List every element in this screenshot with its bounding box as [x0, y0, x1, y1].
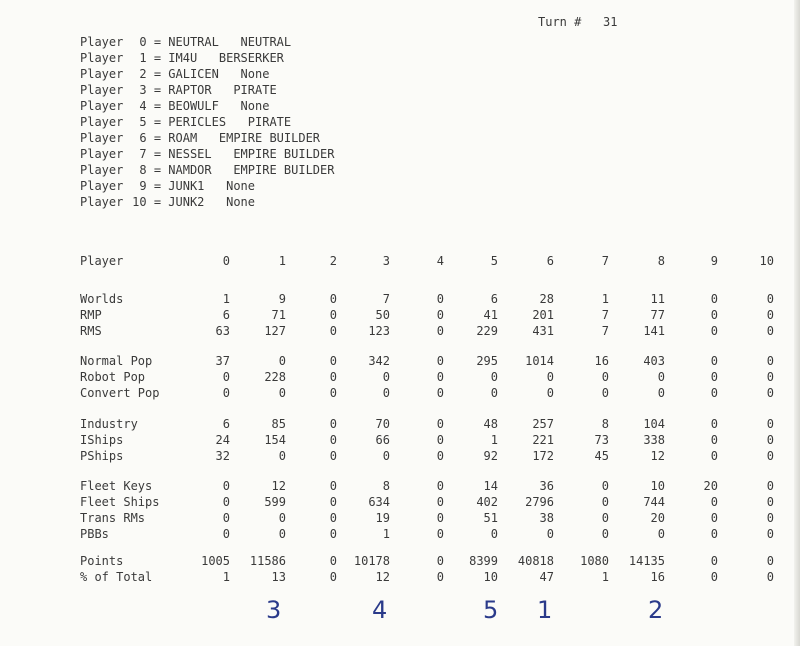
- table-cell: 14: [483, 479, 498, 493]
- table-cell: 0: [766, 511, 774, 525]
- player-name: NEUTRAL: [168, 35, 219, 49]
- player-line: Player 5 = PERICLES PIRATE: [80, 115, 292, 129]
- table-cell: 0: [329, 479, 337, 493]
- row-label: Robot Pop: [80, 370, 146, 384]
- table-row: [0, 386, 800, 402]
- table-cell: 7: [601, 324, 609, 338]
- table-cell: 2796: [525, 495, 554, 509]
- player-prefix: Player: [80, 67, 124, 81]
- player-number: 5: [139, 115, 147, 129]
- table-cell: 0: [222, 386, 230, 400]
- table-cell: 7: [382, 292, 390, 306]
- column-header: 9: [710, 254, 718, 268]
- table-cell: 228: [264, 370, 286, 384]
- player-name: NAMDOR: [168, 163, 212, 177]
- table-cell: 0: [710, 554, 718, 568]
- table-cell: 0: [329, 370, 337, 384]
- table-cell: 0: [278, 386, 286, 400]
- table-cell: 0: [710, 370, 718, 384]
- table-cell: 0: [766, 570, 774, 584]
- table-row: [0, 354, 800, 370]
- player-prefix: Player: [80, 131, 124, 145]
- table-cell: 0: [710, 324, 718, 338]
- table-cell: 12: [271, 479, 286, 493]
- table-cell: 0: [329, 386, 337, 400]
- table-cell: 431: [532, 324, 554, 338]
- table-cell: 744: [643, 495, 665, 509]
- table-row: [0, 292, 800, 308]
- table-cell: 0: [710, 449, 718, 463]
- player-number: 9: [139, 179, 147, 193]
- table-cell: 0: [766, 495, 774, 509]
- table-cell: 0: [278, 511, 286, 525]
- table-cell: 104: [643, 417, 665, 431]
- turn-number: 31: [603, 15, 618, 29]
- table-cell: 0: [766, 449, 774, 463]
- player-role: EMPIRE BUILDER: [233, 163, 335, 177]
- table-cell: 0: [601, 495, 609, 509]
- table-cell: 38: [539, 511, 554, 525]
- row-label: Points: [80, 554, 124, 568]
- table-cell: 13: [271, 570, 286, 584]
- player-number: 8: [139, 163, 147, 177]
- table-cell: 0: [436, 324, 444, 338]
- table-cell: 20: [703, 479, 718, 493]
- table-cell: 0: [546, 386, 554, 400]
- player-number: 0: [139, 35, 147, 49]
- table-row: [0, 324, 800, 340]
- table-cell: 0: [766, 386, 774, 400]
- player-name: ROAM: [168, 131, 198, 145]
- table-cell: 48: [483, 417, 498, 431]
- table-row: [0, 449, 800, 465]
- table-cell: 11: [650, 292, 665, 306]
- table-cell: 24: [215, 433, 230, 447]
- player-number: 7: [139, 147, 147, 161]
- player-role: EMPIRE BUILDER: [233, 147, 335, 161]
- table-cell: 0: [710, 433, 718, 447]
- column-header: 8: [657, 254, 665, 268]
- table-cell: 51: [483, 511, 498, 525]
- table-cell: 7: [601, 308, 609, 322]
- table-cell: 403: [643, 354, 665, 368]
- table-cell: 0: [766, 527, 774, 541]
- table-cell: 0: [329, 324, 337, 338]
- table-cell: 11586: [249, 554, 286, 568]
- table-cell: 1: [601, 570, 609, 584]
- player-prefix: Player: [80, 147, 124, 161]
- table-cell: 1: [382, 527, 390, 541]
- table-cell: 63: [215, 324, 230, 338]
- table-cell: 0: [382, 370, 390, 384]
- column-header: 6: [546, 254, 554, 268]
- table-cell: 16: [650, 570, 665, 584]
- table-cell: 295: [476, 354, 498, 368]
- row-label: Trans RMs: [80, 511, 146, 525]
- player-name: IM4U: [168, 51, 198, 65]
- player-number: 10: [132, 195, 147, 209]
- table-cell: 0: [601, 386, 609, 400]
- player-list: [80, 34, 334, 210]
- table-cell: 0: [329, 554, 337, 568]
- rank-mark: 5: [483, 596, 499, 624]
- player-name: GALICEN: [168, 67, 219, 81]
- table-cell: 0: [329, 495, 337, 509]
- table-cell: 0: [436, 308, 444, 322]
- column-header: 0: [222, 254, 230, 268]
- table-row: [0, 570, 800, 586]
- table-cell: 599: [264, 495, 286, 509]
- table-cell: 141: [643, 324, 665, 338]
- table-cell: 0: [278, 354, 286, 368]
- row-label: Fleet Ships: [80, 495, 160, 509]
- table-cell: 172: [532, 449, 554, 463]
- rank-mark: 4: [372, 596, 388, 624]
- table-cell: 0: [766, 433, 774, 447]
- row-label: PBBs: [80, 527, 109, 541]
- player-role: None: [240, 67, 270, 81]
- table-cell: 0: [710, 495, 718, 509]
- table-cell: 12: [650, 449, 665, 463]
- table-cell: 8: [382, 479, 390, 493]
- table-cell: 0: [329, 527, 337, 541]
- table-cell: 221: [532, 433, 554, 447]
- table-cell: 0: [436, 495, 444, 509]
- row-label: PShips: [80, 449, 124, 463]
- table-cell: 16: [594, 354, 609, 368]
- table-cell: 66: [375, 433, 390, 447]
- player-prefix: Player: [80, 99, 124, 113]
- header-label: Player: [80, 254, 124, 268]
- table-cell: 201: [532, 308, 554, 322]
- player-prefix: Player: [80, 195, 124, 209]
- table-cell: 32: [215, 449, 230, 463]
- player-prefix: Player: [80, 179, 124, 193]
- table-cell: 0: [601, 511, 609, 525]
- player-number: 6: [139, 131, 147, 145]
- column-header: 10: [759, 254, 774, 268]
- table-cell: 10178: [353, 554, 390, 568]
- table-cell: 0: [329, 292, 337, 306]
- table-cell: 0: [222, 527, 230, 541]
- player-line: Player 8 = NAMDOR EMPIRE BUILDER: [80, 163, 335, 177]
- table-cell: 1005: [201, 554, 230, 568]
- table-cell: 1: [222, 570, 230, 584]
- table-row: [0, 370, 800, 386]
- row-label: RMP: [80, 308, 102, 322]
- table-cell: 0: [766, 292, 774, 306]
- table-cell: 0: [222, 495, 230, 509]
- table-cell: 0: [436, 554, 444, 568]
- column-header: 4: [436, 254, 444, 268]
- table-cell: 0: [657, 386, 665, 400]
- table-cell: 0: [766, 479, 774, 493]
- player-name: BEOWULF: [168, 99, 219, 113]
- table-cell: 1014: [525, 354, 554, 368]
- table-cell: 0: [490, 370, 498, 384]
- table-cell: 634: [368, 495, 390, 509]
- player-role: NEUTRAL: [240, 35, 292, 49]
- table-cell: 9: [278, 292, 286, 306]
- row-label: IShips: [80, 433, 124, 447]
- player-role: PIRATE: [233, 83, 277, 97]
- player-role: EMPIRE BUILDER: [218, 131, 321, 145]
- table-cell: 257: [532, 417, 554, 431]
- player-name: JUNK1: [168, 179, 205, 193]
- table-cell: 0: [436, 433, 444, 447]
- table-cell: 0: [278, 527, 286, 541]
- table-cell: 1: [601, 292, 609, 306]
- player-line: Player 3 = RAPTOR PIRATE: [80, 83, 277, 97]
- table-row: [0, 527, 800, 543]
- table-cell: 0: [329, 433, 337, 447]
- table-row: [0, 495, 800, 511]
- table-cell: 50: [375, 308, 390, 322]
- player-line: Player 1 = IM4U BERSERKER: [80, 51, 284, 65]
- table-cell: 0: [436, 449, 444, 463]
- table-cell: 0: [710, 527, 718, 541]
- player-name: JUNK2: [168, 195, 205, 209]
- table-row: [0, 308, 800, 324]
- row-label: Convert Pop: [80, 386, 160, 400]
- column-header: 1: [278, 254, 286, 268]
- table-cell: 41: [483, 308, 498, 322]
- table-cell: 0: [278, 449, 286, 463]
- table-cell: 0: [710, 511, 718, 525]
- player-prefix: Player: [80, 83, 124, 97]
- table-cell: 6: [222, 417, 230, 431]
- table-cell: 0: [546, 370, 554, 384]
- table-cell: 0: [382, 386, 390, 400]
- table-cell: 28: [539, 292, 554, 306]
- turn-label: Turn #: [538, 15, 582, 29]
- table-cell: 0: [436, 527, 444, 541]
- turn-indicator: [538, 15, 618, 29]
- rank-mark: 2: [648, 596, 664, 624]
- table-cell: 71: [271, 308, 286, 322]
- player-name: RAPTOR: [168, 83, 212, 97]
- table-cell: 0: [382, 449, 390, 463]
- player-role: None: [240, 99, 270, 113]
- table-cell: 6: [222, 308, 230, 322]
- table-cell: 0: [329, 449, 337, 463]
- table-cell: 19: [375, 511, 390, 525]
- table-cell: 37: [215, 354, 230, 368]
- table-header-row: [0, 254, 800, 270]
- table-cell: 0: [436, 386, 444, 400]
- table-cell: 14135: [628, 554, 665, 568]
- table-cell: 10: [483, 570, 498, 584]
- table-cell: 0: [710, 386, 718, 400]
- table-cell: 0: [766, 370, 774, 384]
- table-cell: 0: [222, 511, 230, 525]
- column-header: 5: [490, 254, 498, 268]
- table-cell: 127: [264, 324, 286, 338]
- table-cell: 0: [657, 370, 665, 384]
- column-header: 2: [329, 254, 337, 268]
- player-line: Player 0 = NEUTRAL NEUTRAL: [80, 35, 292, 49]
- table-cell: 20: [650, 511, 665, 525]
- table-cell: 123: [368, 324, 390, 338]
- player-line: Player 9 = JUNK1 None: [80, 179, 255, 193]
- row-label: % of Total: [80, 570, 153, 584]
- table-cell: 0: [329, 570, 337, 584]
- table-cell: 85: [271, 417, 286, 431]
- row-label: Worlds: [80, 292, 124, 306]
- player-role: None: [226, 195, 255, 209]
- row-label: Normal Pop: [80, 354, 153, 368]
- column-header: 7: [601, 254, 609, 268]
- rank-mark: 3: [266, 596, 282, 624]
- table-cell: 0: [766, 417, 774, 431]
- table-cell: 0: [329, 354, 337, 368]
- table-cell: 0: [490, 386, 498, 400]
- table-cell: 36: [539, 479, 554, 493]
- player-line: Player 10 = JUNK2 None: [80, 195, 255, 209]
- table-cell: 338: [643, 433, 665, 447]
- table-cell: 12: [375, 570, 390, 584]
- player-number: 3: [139, 83, 147, 97]
- table-cell: 402: [476, 495, 498, 509]
- table-cell: 0: [710, 570, 718, 584]
- player-prefix: Player: [80, 35, 124, 49]
- table-cell: 0: [601, 370, 609, 384]
- table-cell: 0: [710, 308, 718, 322]
- player-name: NESSEL: [168, 147, 212, 161]
- table-cell: 0: [766, 308, 774, 322]
- table-cell: 47: [539, 570, 554, 584]
- table-cell: 40818: [517, 554, 554, 568]
- player-role: None: [226, 179, 255, 193]
- table-cell: 0: [436, 417, 444, 431]
- player-role: PIRATE: [247, 115, 292, 129]
- table-cell: 0: [436, 511, 444, 525]
- rank-mark: 1: [537, 596, 553, 624]
- table-row: [0, 417, 800, 433]
- player-line: Player 2 = GALICEN None: [80, 67, 270, 81]
- table-cell: 0: [601, 527, 609, 541]
- table-cell: 0: [436, 570, 444, 584]
- table-cell: 0: [766, 354, 774, 368]
- player-line: Player 4 = BEOWULF None: [80, 99, 270, 113]
- table-cell: 0: [436, 354, 444, 368]
- row-label: RMS: [80, 324, 102, 338]
- table-row: [0, 554, 800, 570]
- table-cell: 10: [650, 479, 665, 493]
- table-cell: 0: [222, 370, 230, 384]
- table-cell: 0: [546, 527, 554, 541]
- table-cell: 8: [601, 417, 609, 431]
- table-cell: 0: [329, 417, 337, 431]
- table-cell: 92: [483, 449, 498, 463]
- table-cell: 0: [657, 527, 665, 541]
- player-line: Player 7 = NESSEL EMPIRE BUILDER: [80, 147, 335, 161]
- table-cell: 0: [329, 308, 337, 322]
- player-line: Player 6 = ROAM EMPIRE BUILDER: [80, 131, 321, 145]
- table-cell: 0: [329, 511, 337, 525]
- table-cell: 0: [710, 354, 718, 368]
- table-cell: 0: [710, 417, 718, 431]
- row-label: Industry: [80, 417, 138, 431]
- table-cell: 1080: [580, 554, 609, 568]
- player-number: 4: [139, 99, 147, 113]
- table-cell: 154: [264, 433, 286, 447]
- table-cell: 45: [594, 449, 609, 463]
- table-cell: 1: [490, 433, 498, 447]
- table-cell: 1: [222, 292, 230, 306]
- table-cell: 70: [375, 417, 390, 431]
- player-prefix: Player: [80, 51, 124, 65]
- column-header: 3: [382, 254, 390, 268]
- table-row: [0, 479, 800, 495]
- table-cell: 77: [650, 308, 665, 322]
- table-cell: 0: [436, 292, 444, 306]
- table-cell: 229: [476, 324, 498, 338]
- table-cell: 0: [436, 479, 444, 493]
- player-role: BERSERKER: [218, 51, 284, 65]
- table-row: [0, 511, 800, 527]
- table-cell: 0: [490, 527, 498, 541]
- row-label: Fleet Keys: [80, 479, 153, 493]
- table-cell: 6: [490, 292, 498, 306]
- player-name: PERICLES: [168, 115, 227, 129]
- player-number: 1: [139, 51, 147, 65]
- table-cell: 0: [766, 324, 774, 338]
- table-cell: 8399: [469, 554, 498, 568]
- table-cell: 342: [368, 354, 390, 368]
- table-cell: 73: [594, 433, 609, 447]
- player-prefix: Player: [80, 115, 124, 129]
- table-cell: 0: [766, 554, 774, 568]
- player-prefix: Player: [80, 163, 124, 177]
- table-cell: 0: [601, 479, 609, 493]
- table-cell: 0: [436, 370, 444, 384]
- table-row: [0, 433, 800, 449]
- table-cell: 0: [222, 479, 230, 493]
- player-number: 2: [139, 67, 147, 81]
- table-cell: 0: [710, 292, 718, 306]
